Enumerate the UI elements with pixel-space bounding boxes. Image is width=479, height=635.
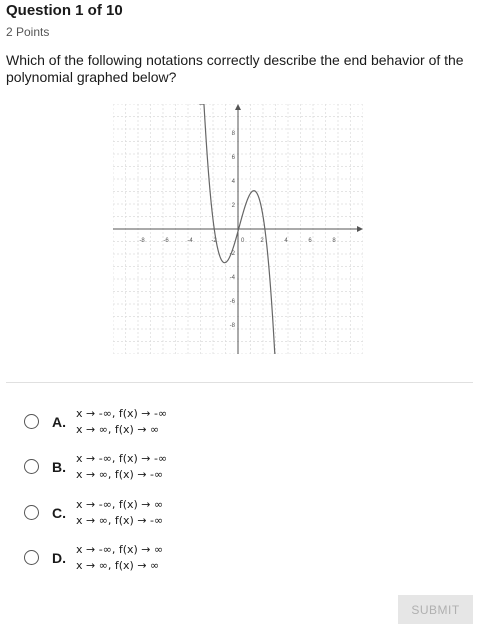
x-tick-label: -8 — [139, 238, 145, 244]
option-c-line1: x → -∞, f(x) → ∞ — [76, 498, 164, 511]
x-tick-label: -2 — [211, 238, 217, 244]
divider — [6, 382, 473, 383]
y-tick-label: -6 — [229, 299, 235, 305]
option-b-letter: B. — [52, 459, 66, 475]
x-tick-label: -4 — [187, 238, 193, 244]
x-tick-label: 2 — [260, 238, 264, 244]
option-a[interactable] — [24, 406, 324, 440]
option-d-radio[interactable] — [24, 550, 39, 565]
option-b[interactable] — [24, 451, 324, 485]
option-b-line2: x → ∞, f(x) → -∞ — [76, 468, 164, 481]
y-tick-label: -8 — [229, 323, 235, 329]
option-d-line2: x → ∞, f(x) → ∞ — [76, 559, 160, 572]
option-b-radio[interactable] — [24, 459, 39, 474]
question-title: Question 1 of 10 — [6, 2, 123, 19]
y-axis-arrow — [235, 104, 241, 110]
y-tick-label: -2 — [229, 251, 235, 257]
y-tick-label: 4 — [231, 179, 235, 185]
x-tick-label: 4 — [284, 238, 288, 244]
option-d-line1: x → -∞, f(x) → ∞ — [76, 543, 164, 556]
option-c-radio[interactable] — [24, 505, 39, 520]
question-points: 2 Points — [6, 25, 50, 39]
question-prompt: Which of the following notations correctly describe the end behavior of the polynomial graphed below? — [6, 52, 464, 85]
option-b-line1: x → -∞, f(x) → -∞ — [76, 452, 168, 465]
option-d[interactable] — [24, 542, 324, 576]
y-tick-labels — [230, 131, 236, 329]
submit-button[interactable]: SUBMIT — [398, 595, 473, 624]
x-tick-label: -6 — [163, 238, 169, 244]
option-c-line2: x → ∞, f(x) → -∞ — [76, 514, 164, 527]
x-tick-label: 8 — [332, 238, 336, 244]
y-tick-label: -4 — [229, 275, 235, 281]
y-tick-label: 8 — [231, 131, 235, 137]
y-tick-label: 2 — [231, 203, 235, 209]
x-tick-label: 6 — [308, 238, 312, 244]
option-a-line2: x → ∞, f(x) → ∞ — [76, 423, 160, 436]
option-d-letter: D. — [52, 550, 66, 566]
x-axis-arrow — [357, 226, 363, 232]
option-c-letter: C. — [52, 505, 66, 521]
y-tick-label: 6 — [231, 155, 235, 161]
option-c[interactable] — [24, 497, 324, 531]
polynomial-graph — [113, 104, 363, 354]
x-tick-label: 0 — [241, 238, 245, 244]
option-a-line1: x → -∞, f(x) → -∞ — [76, 407, 168, 420]
option-a-radio[interactable] — [24, 414, 39, 429]
option-a-letter: A. — [52, 414, 66, 430]
